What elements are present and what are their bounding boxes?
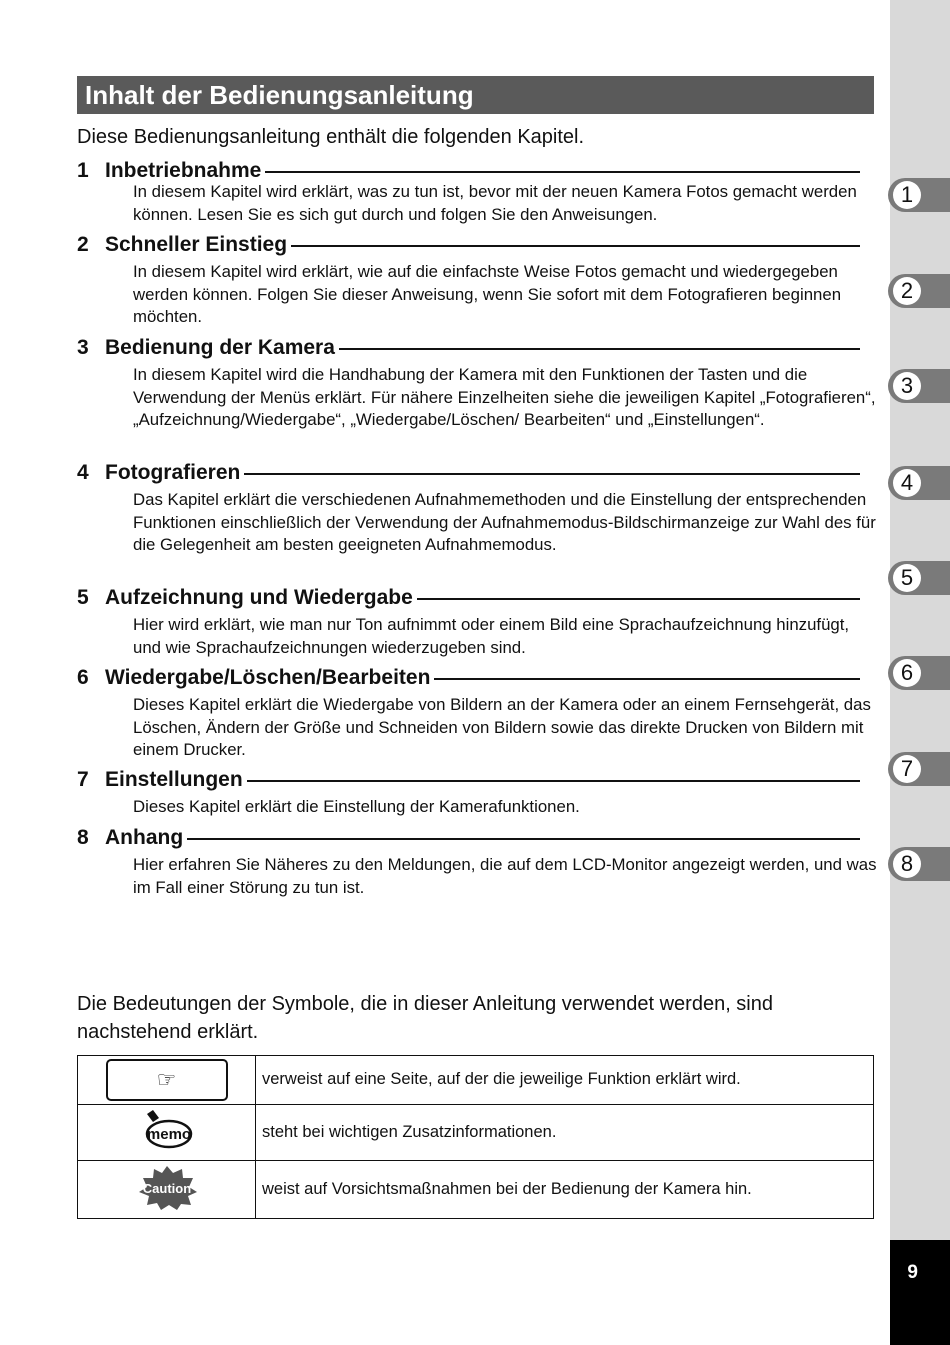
- chapter-title: Fotografieren: [105, 461, 241, 484]
- tab-number: 6: [893, 659, 921, 687]
- symbols-intro: Die Bedeutungen der Symbole, die in dieser Anleitung verwendet werden, sind nachstehend erklärt.: [77, 993, 773, 1043]
- caution-icon: [135, 1164, 199, 1210]
- symbol-row: [78, 1104, 874, 1160]
- chapter-number: 6: [77, 666, 89, 689]
- page-reference-icon: ☞: [106, 1059, 228, 1101]
- page-number-box: [890, 1240, 950, 1345]
- chapter-tab-8[interactable]: [888, 847, 950, 881]
- chapter-heading-2: [77, 231, 860, 259]
- chapter-title: Aufzeichnung und Wiedergabe: [105, 586, 413, 609]
- chapter-heading-5: [77, 584, 860, 612]
- chapter-title: Wiedergabe/Löschen/Bearbeiten: [105, 666, 431, 689]
- heading-rule: [339, 348, 860, 350]
- symbol-icon-cell: [78, 1056, 256, 1105]
- chapter-title: Inbetriebnahme: [105, 159, 262, 182]
- chapter-heading-3: [77, 334, 860, 362]
- symbol-row: [78, 1160, 874, 1218]
- chapter-heading-4: [77, 459, 860, 487]
- chapter-number: 5: [77, 586, 89, 609]
- chapter-tab-4[interactable]: [888, 466, 950, 500]
- tab-number: 3: [893, 372, 921, 400]
- heading-rule: [187, 838, 860, 840]
- symbols-table: [77, 1055, 874, 1219]
- chapter-description-4: Das Kapitel erklärt die verschiedenen Aufnahmemethoden und die Einstellung der entsprechenden Funktionen einschließlich der Verwendung der Aufnahmemodus-Bildschirmanzeige zur Wahl des für die Gelegenheit am besten geeigneten Aufnahmemodus.: [133, 490, 876, 555]
- tab-number: 5: [893, 564, 921, 592]
- page-title: Inhalt der Bedienungsanleitung: [85, 80, 474, 110]
- chapter-description-5: Hier wird erklärt, wie man nur Ton aufnimmt oder einem Bild eine Sprachaufzeichnung hinzufügt, und wie Sprachaufzeichnungen wiederzugeben sind.: [133, 615, 850, 657]
- chapter-tab-6[interactable]: [888, 656, 950, 690]
- tab-number: 1: [893, 181, 921, 209]
- chapter-number: 2: [77, 233, 89, 256]
- symbol-row: [78, 1056, 874, 1105]
- tab-number: 4: [893, 469, 921, 497]
- chapter-title: Bedienung der Kamera: [105, 336, 335, 359]
- page-title-bar: [77, 76, 874, 114]
- chapter-description-3: In diesem Kapitel wird die Handhabung der Kamera mit den Funktionen der Tasten und die Verwendung der Menüs erklärt. Für nähere Einzelheiten siehe die jeweiligen Kapitel „Fotografieren“, „Aufzeichnung/Wiedergabe“, „Wiedergabe/Löschen/ Bearbeiten“ und „Einstellungen“.: [133, 365, 876, 430]
- heading-rule: [434, 678, 860, 680]
- symbol-description: weist auf Vorsichtsmaßnahmen bei der Bedienung der Kamera hin.: [256, 1160, 874, 1218]
- chapter-number: 7: [77, 768, 89, 791]
- tab-number: 7: [893, 755, 921, 783]
- chapter-tab-3[interactable]: [888, 369, 950, 403]
- chapter-heading-7: [77, 766, 860, 794]
- chapter-title: Schneller Einstieg: [105, 233, 288, 256]
- chapter-title: Einstellungen: [105, 768, 243, 791]
- chapter-title: Anhang: [105, 826, 184, 849]
- page-number: 9: [907, 1262, 918, 1283]
- chapter-tab-5[interactable]: [888, 561, 950, 595]
- memo-icon: [137, 1108, 197, 1152]
- heading-rule: [244, 473, 860, 475]
- chapter-tab-7[interactable]: [888, 752, 950, 786]
- chapter-heading-8: [77, 824, 860, 852]
- chapter-number: 3: [77, 336, 89, 359]
- symbol-description: verweist auf eine Seite, auf der die jeweilige Funktion erklärt wird.: [256, 1056, 874, 1105]
- tab-number: 8: [893, 850, 921, 878]
- heading-rule: [265, 171, 860, 173]
- chapter-heading-6: [77, 664, 860, 692]
- symbol-description: steht bei wichtigen Zusatzinformationen.: [256, 1104, 874, 1160]
- intro-text: Diese Bedienungsanleitung enthält die folgenden Kapitel.: [77, 126, 585, 148]
- chapter-number: 8: [77, 826, 89, 849]
- heading-rule: [417, 598, 860, 600]
- chapter-description-2: In diesem Kapitel wird erklärt, wie auf die einfachste Weise Fotos gemacht und wiedergegeben werden können. Folgen Sie dieser Anweisung, wenn Sie sofort mit dem Fotografieren beginnen möchten.: [133, 262, 842, 327]
- chapter-tab-2[interactable]: [888, 274, 950, 308]
- chapter-description-6: Dieses Kapitel erklärt die Wiedergabe von Bildern an der Kamera oder an einem Fernsehgerät, das Löschen, Ändern der Größe und Schneiden von Bildern sowie das direkte Drucken von Bildern mit einem Drucker.: [133, 695, 871, 760]
- symbol-icon-cell: [78, 1104, 256, 1160]
- memo-label: memo: [146, 1125, 191, 1143]
- chapter-number: 1: [77, 159, 89, 182]
- chapter-description-1: In diesem Kapitel wird erklärt, was zu tun ist, bevor mit der neuen Kamera Fotos gemacht werden können. Lesen Sie es sich gut durch und folgen Sie den Anweisungen.: [133, 182, 857, 224]
- heading-rule: [247, 780, 860, 782]
- chapter-description-8: Hier erfahren Sie Näheres zu den Meldungen, die auf dem LCD-Monitor angezeigt werden, und was im Fall einer Störung zu tun ist.: [133, 855, 877, 897]
- caution-label: Caution: [142, 1180, 191, 1196]
- heading-rule: [291, 245, 860, 247]
- chapter-description-7: Dieses Kapitel erklärt die Einstellung der Kamerafunktionen.: [133, 797, 580, 816]
- tab-number: 2: [893, 277, 921, 305]
- chapter-number: 4: [77, 461, 89, 484]
- chapter-tab-1[interactable]: [888, 178, 950, 212]
- symbol-icon-cell: [78, 1160, 256, 1218]
